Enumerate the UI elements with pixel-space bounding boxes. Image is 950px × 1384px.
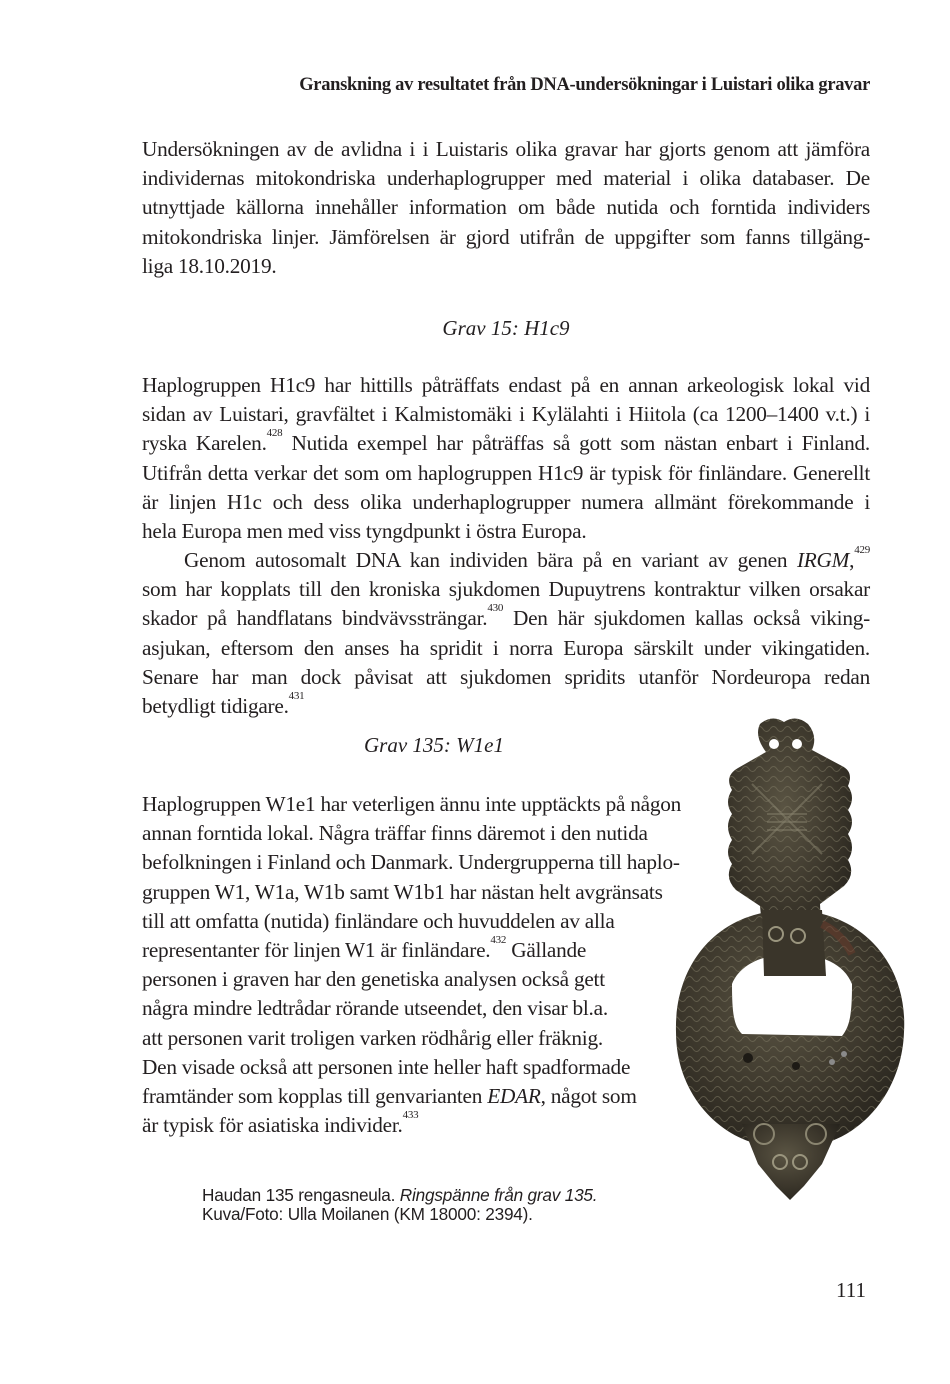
intro-paragraph (142, 135, 870, 281)
text-line (142, 1111, 722, 1140)
brooch-ring (676, 910, 904, 1144)
text-line: att personen varit troligen varken rödhårig eller fräknig. (142, 1025, 603, 1050)
footnote-ref[interactable]: 428 (266, 427, 283, 440)
text-line: befolkningen i Finland och Danmark. Undergrupperna till haplo- (142, 850, 680, 875)
text-line: asjukan, eftersom den anses ha spridit i norra Europa särskilt under vikingatiden. (142, 635, 870, 660)
text-line: Den visade också att personen inte heller haft spadformade (142, 1054, 631, 1079)
section-heading-grav-135: Grav 135: W1e1 (364, 733, 504, 757)
figure-caption (202, 1186, 597, 1224)
grav-135-paragraph (142, 790, 722, 1140)
text-span: skador på handflatans bindvävssträngar. (142, 606, 488, 631)
text-line: Senare har man dock påvisat att sjukdomen spridits utanför Nordeuropa redan (142, 664, 870, 689)
text-line (142, 546, 870, 575)
text-line: gruppen W1, W1a, W1b samt W1b1 har nästan helt avgränsats (142, 879, 663, 904)
text-span: , (849, 548, 855, 572)
text-line (142, 936, 722, 965)
gene-name: IRGM (796, 548, 850, 572)
footnote-ref[interactable]: 431 (288, 690, 305, 703)
text-span: framtänder som kopplas till genvarianten (142, 1084, 488, 1109)
text-line: Haplogruppen W1e1 har veterligen ännu inte upptäckts på någon (142, 792, 682, 816)
ring-brooch-photo (672, 714, 908, 1202)
footnote-ref[interactable]: 430 (487, 602, 504, 615)
text-span: Genom autosomalt DNA kan individen bära på en variant av genen (184, 548, 797, 572)
footnote-ref[interactable]: 432 (490, 934, 507, 947)
text-span: är typisk för asiatiska individer. (142, 1113, 403, 1138)
page-number: 111 (836, 1278, 866, 1302)
text-span: Den här sjukdomen kallas också viking- (503, 606, 870, 631)
text-span: Nutida exempel har påträffas så gott som nästan enbart i Finland. (282, 431, 870, 456)
text-line: sidan av Luistari, gravfältet i Kalmistomäki i Kylälahti i Hiitola (ca 1200–1400 v.t.) i (142, 402, 870, 427)
text-line: som har kopplats till den kroniska sjukdomen Dupuytrens kontraktur vilken orsakar (142, 577, 870, 602)
text-line: annan forntida lokal. Några träffar finns däremot i den nutida (142, 821, 648, 846)
text-line: är linjen H1c och dess olika underhaplogrupper numera allmänt förekommande i (142, 489, 870, 514)
text-line: liga 18.10.2019. (142, 253, 277, 278)
caption-text-sv: Ringspänne från grav 135. (399, 1185, 598, 1205)
grav-15-paragraph-1 (142, 371, 870, 546)
caption-credit: Kuva/Foto: Ulla Moilanen (KM 18000: 2394). (202, 1204, 533, 1224)
text-line: individernas mitokondriska underhaplogrupper med material i olika databaser. De (142, 166, 870, 191)
text-line: Undersökningen av de avlidna i i Luistaris olika gravar har gjorts genom att jämföra (142, 137, 870, 161)
text-line (142, 1082, 722, 1111)
text-line: mitokondriska linjer. Jämförelsen är gjord utifrån de uppgifter som fanns tillgäng- (142, 224, 870, 249)
text-line: hela Europa men med viss tyngdpunkt i östra Europa. (142, 519, 587, 544)
caption-text-fi: Haudan 135 rengasneula. (202, 1185, 400, 1205)
text-line (142, 604, 870, 633)
section-heading-grav-15: Grav 15: H1c9 (442, 316, 570, 340)
text-span: betydligt tidigare. (142, 694, 289, 719)
text-line: några mindre ledtrådar rörande utseendet, den visar bl.a. (142, 996, 608, 1021)
text-line: personen i graven har den genetiska analysen också gett (142, 967, 605, 992)
text-line: Utifrån detta verkar det som om haplogruppen H1c9 är typisk för finländare. Generellt (142, 460, 870, 485)
running-heading: Granskning av resultatet från DNA-undersökningar i Luistari olika gravar (299, 75, 870, 95)
footnote-ref[interactable]: 433 (402, 1109, 419, 1122)
text-span: Gällande (506, 938, 587, 963)
text-line: utnyttjade källorna innehåller information om både nutida och forntida individers (142, 195, 870, 220)
text-span: representanter för linjen W1 är finländare. (142, 938, 491, 963)
text-line (142, 429, 870, 458)
gene-name: EDAR (487, 1084, 541, 1109)
text-line: Haplogruppen H1c9 har hittills påträffats endast på en annan arkeologisk lokal vid (142, 373, 870, 397)
footnote-ref[interactable]: 429 (854, 544, 870, 556)
text-line: till att omfatta (nutida) finländare och huvuddelen av alla (142, 908, 615, 933)
text-span: , något som (540, 1084, 637, 1109)
caption-line (202, 1186, 597, 1205)
text-span: ryska Karelen. (142, 431, 267, 456)
grav-15-paragraph-2 (142, 546, 870, 721)
brooch-animal-head (742, 1124, 840, 1200)
